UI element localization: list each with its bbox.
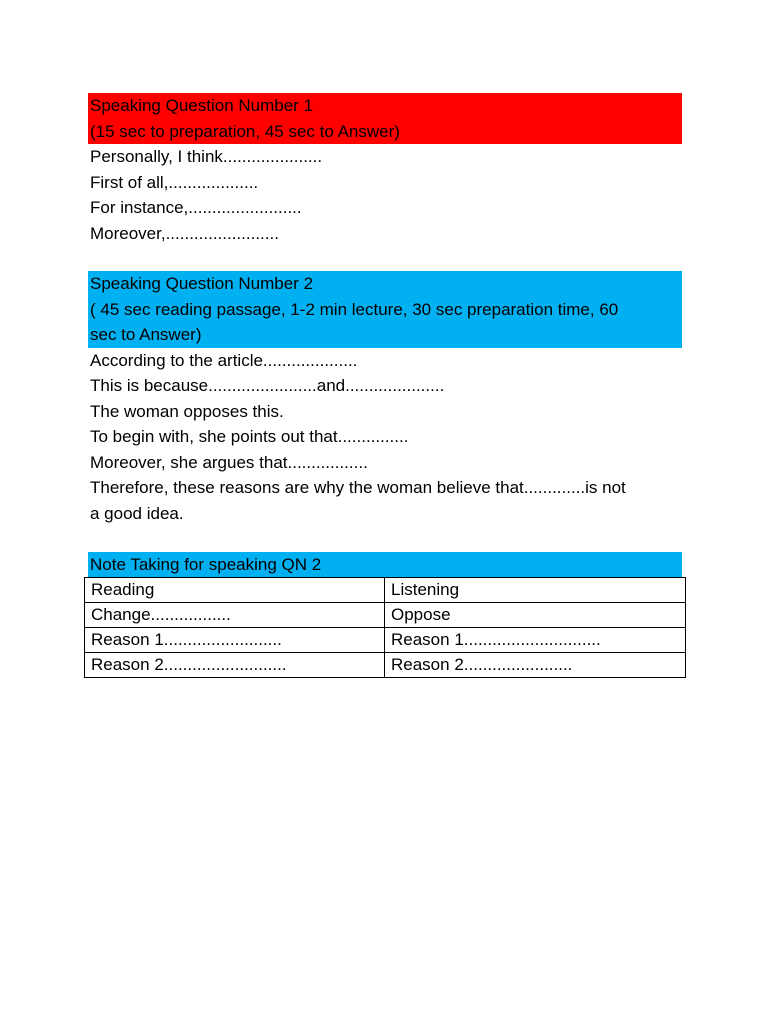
question-1-timing: (15 sec to preparation, 45 sec to Answer) <box>90 121 400 141</box>
table-header-cell-listening: Listening <box>385 578 686 603</box>
table-cell: Reason 2....................... <box>385 653 686 678</box>
note-taking-section <box>88 552 688 678</box>
template-line: The woman opposes this. <box>90 401 284 421</box>
spacer <box>88 526 688 552</box>
note-taking-table <box>84 577 686 678</box>
table-cell: Reason 2.......................... <box>85 653 385 678</box>
template-line: To begin with, she points out that............... <box>90 427 409 446</box>
table-cell: Oppose <box>385 603 686 628</box>
question-2-template-lines <box>88 348 680 527</box>
table-row <box>85 603 686 628</box>
table-row <box>85 628 686 653</box>
question-1-template-lines <box>88 144 680 246</box>
template-line: a good idea. <box>90 503 184 523</box>
document-page <box>88 93 688 678</box>
template-line: Therefore, these reasons are why the woman believe that.............is not <box>90 478 626 497</box>
table-header-cell-reading: Reading <box>85 578 385 603</box>
table-row <box>85 578 686 603</box>
speaking-question-2-section <box>88 271 688 526</box>
template-line: For instance,........................ <box>90 198 302 217</box>
template-line: Moreover,........................ <box>90 223 279 243</box>
spacer <box>88 246 688 271</box>
question-1-title: Speaking Question Number 1 <box>90 96 314 115</box>
table-cell: Reason 1......................... <box>85 628 385 653</box>
question-2-title: Speaking Question Number 2 <box>90 274 314 293</box>
question-1-header <box>88 93 682 144</box>
template-line: First of all,................... <box>90 172 259 192</box>
table-row <box>85 653 686 678</box>
table-cell: Change................. <box>85 603 385 628</box>
note-taking-header: Note Taking for speaking QN 2 <box>88 552 682 577</box>
template-line: According to the article.................... <box>90 350 358 370</box>
table-cell: Reason 1............................. <box>385 628 686 653</box>
question-2-timing-line-1: ( 45 sec reading passage, 1-2 min lecture, 30 sec preparation time, 60 <box>90 299 619 319</box>
speaking-question-1-section <box>88 93 688 246</box>
question-2-header <box>88 271 682 348</box>
template-line: Moreover, she argues that................. <box>90 452 368 472</box>
template-line: Personally, I think..................... <box>90 147 323 166</box>
template-line: This is because.......................and..................... <box>90 376 445 395</box>
question-2-timing-line-2: sec to Answer) <box>90 325 202 344</box>
